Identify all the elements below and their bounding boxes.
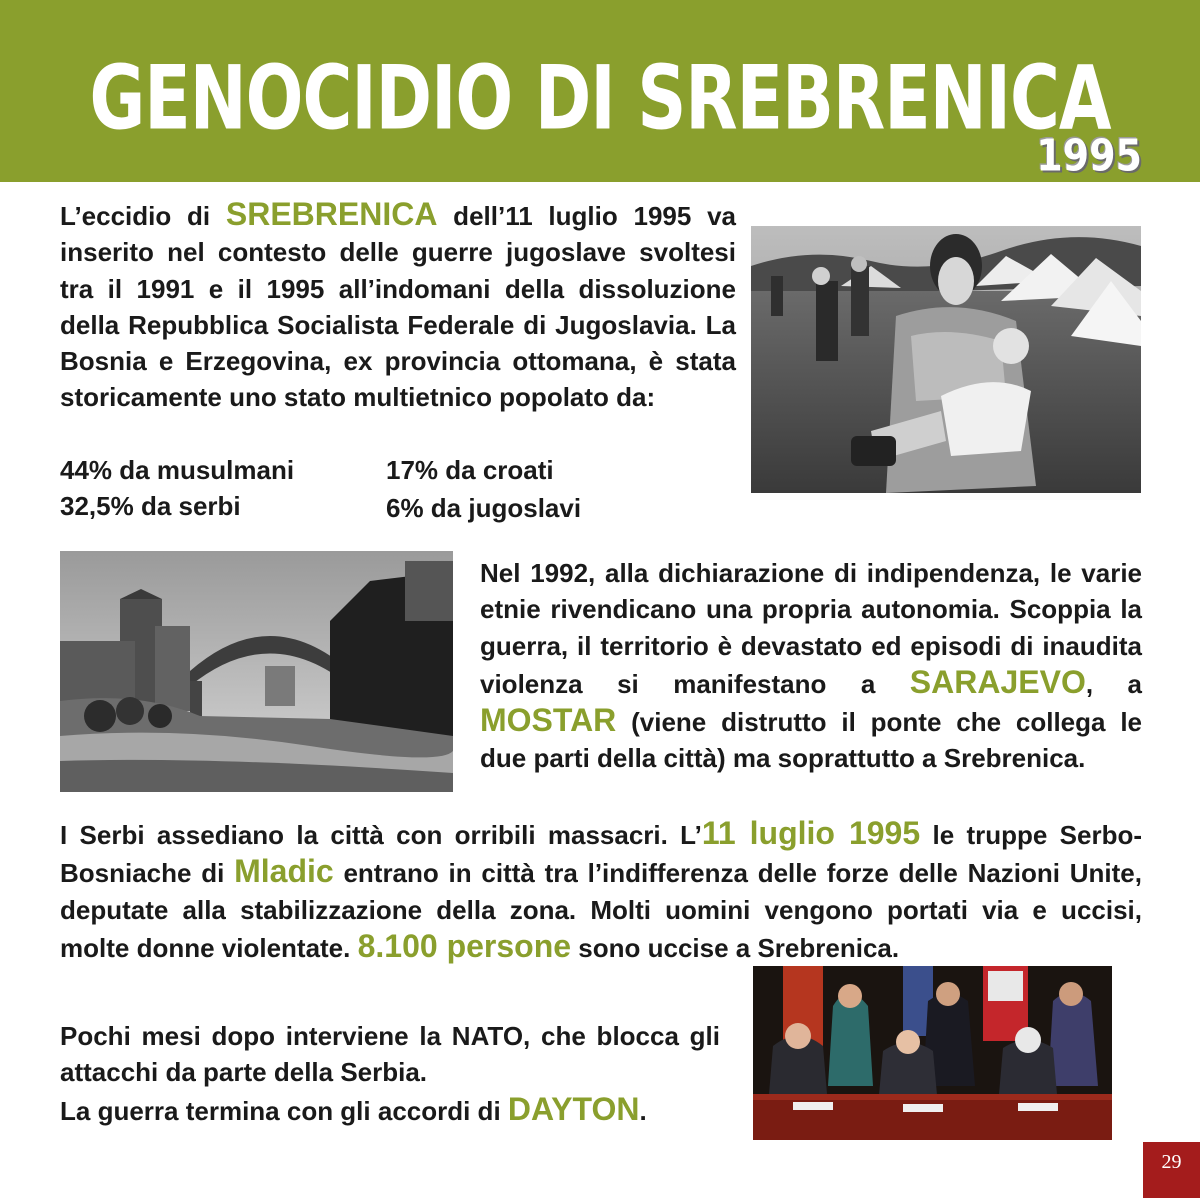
mostar-bridge-photo xyxy=(60,551,453,792)
massacre-text-c: le truppe Serbo-Bosniache di xyxy=(60,820,1143,889)
dayton-paragraph xyxy=(60,1018,720,1129)
dayton-text-a: Pochi mesi dopo interviene la NATO, che blocca gli attacchi da parte della Serbia. xyxy=(60,1021,720,1088)
massacre-text-e: entrano in città tra l’indifferenza delle forze delle Nazioni Unite, deputate alla stabilizzazione della zona. Molti uomini vengono portati via e uccisi, molte donne violentate. xyxy=(60,858,1142,963)
stat-serbs: 32,5% da serbi xyxy=(60,491,241,521)
dayton-line xyxy=(60,1091,720,1129)
highlight-srebrenica: SREBRENICA xyxy=(225,196,438,232)
intro-text-c: dell’11 luglio 1995 va inserito nel contesto delle guerre jugoslave svoltesi tra il 1991 e il 1995 all’indomani della dissoluzione della Repubblica Socialista Federale di Jugoslavia. La Bosnia e Erzegovina, ex provincia ottomana, è stata storicamente uno stato multietnico popolato da: xyxy=(60,201,736,413)
page-title: GENOCIDIO DI SREBRENICA xyxy=(89,48,1111,151)
refugee-photo xyxy=(751,226,1141,493)
massacre-paragraph xyxy=(60,815,1142,966)
dayton-signing-photo xyxy=(753,966,1112,1140)
intro-text-a: L’eccidio di xyxy=(60,201,226,231)
massacre-text-a: I Serbi assediano la città con orribili massacri. L’ xyxy=(60,820,702,850)
dayton-text-d: . xyxy=(639,1095,647,1126)
highlight-dayton: DAYTON xyxy=(507,1090,640,1127)
highlight-mostar: MOSTAR xyxy=(480,702,617,739)
title-banner xyxy=(0,0,1200,182)
intro-paragraph xyxy=(60,196,736,416)
war-text-c: , a xyxy=(1085,668,1142,699)
stat-yugoslavs: 6% da jugoslavi xyxy=(386,493,582,523)
year-label: 1995 xyxy=(1036,130,1142,181)
dayton-text-b: La guerra termina con gli accordi di xyxy=(60,1095,508,1126)
highlight-victims: 8.100 persone xyxy=(357,927,572,964)
page-number: 29 xyxy=(1143,1142,1200,1198)
war-text-a: Nel 1992, alla dichiarazione di indipendenza, le varie etnie rivendicano una propria autonomia. Scoppia la guerra, il territorio è devastato ed episodi di inaudita violenza si manifestano a xyxy=(480,558,1142,699)
war-text-e: (viene distrutto il ponte che collega le due parti della città) ma soprattutto a Srebrenica. xyxy=(480,707,1142,774)
highlight-date: 11 luglio 1995 xyxy=(701,815,921,851)
highlight-sarajevo: SARAJEVO xyxy=(909,663,1086,700)
stat-croats: 17% da croati xyxy=(386,455,554,485)
massacre-text-g: sono uccise a Srebrenica. xyxy=(571,932,900,963)
stat-muslims: 44% da musulmani xyxy=(60,455,295,485)
war-paragraph xyxy=(480,555,1142,777)
highlight-mladic: Mladic xyxy=(234,853,334,890)
